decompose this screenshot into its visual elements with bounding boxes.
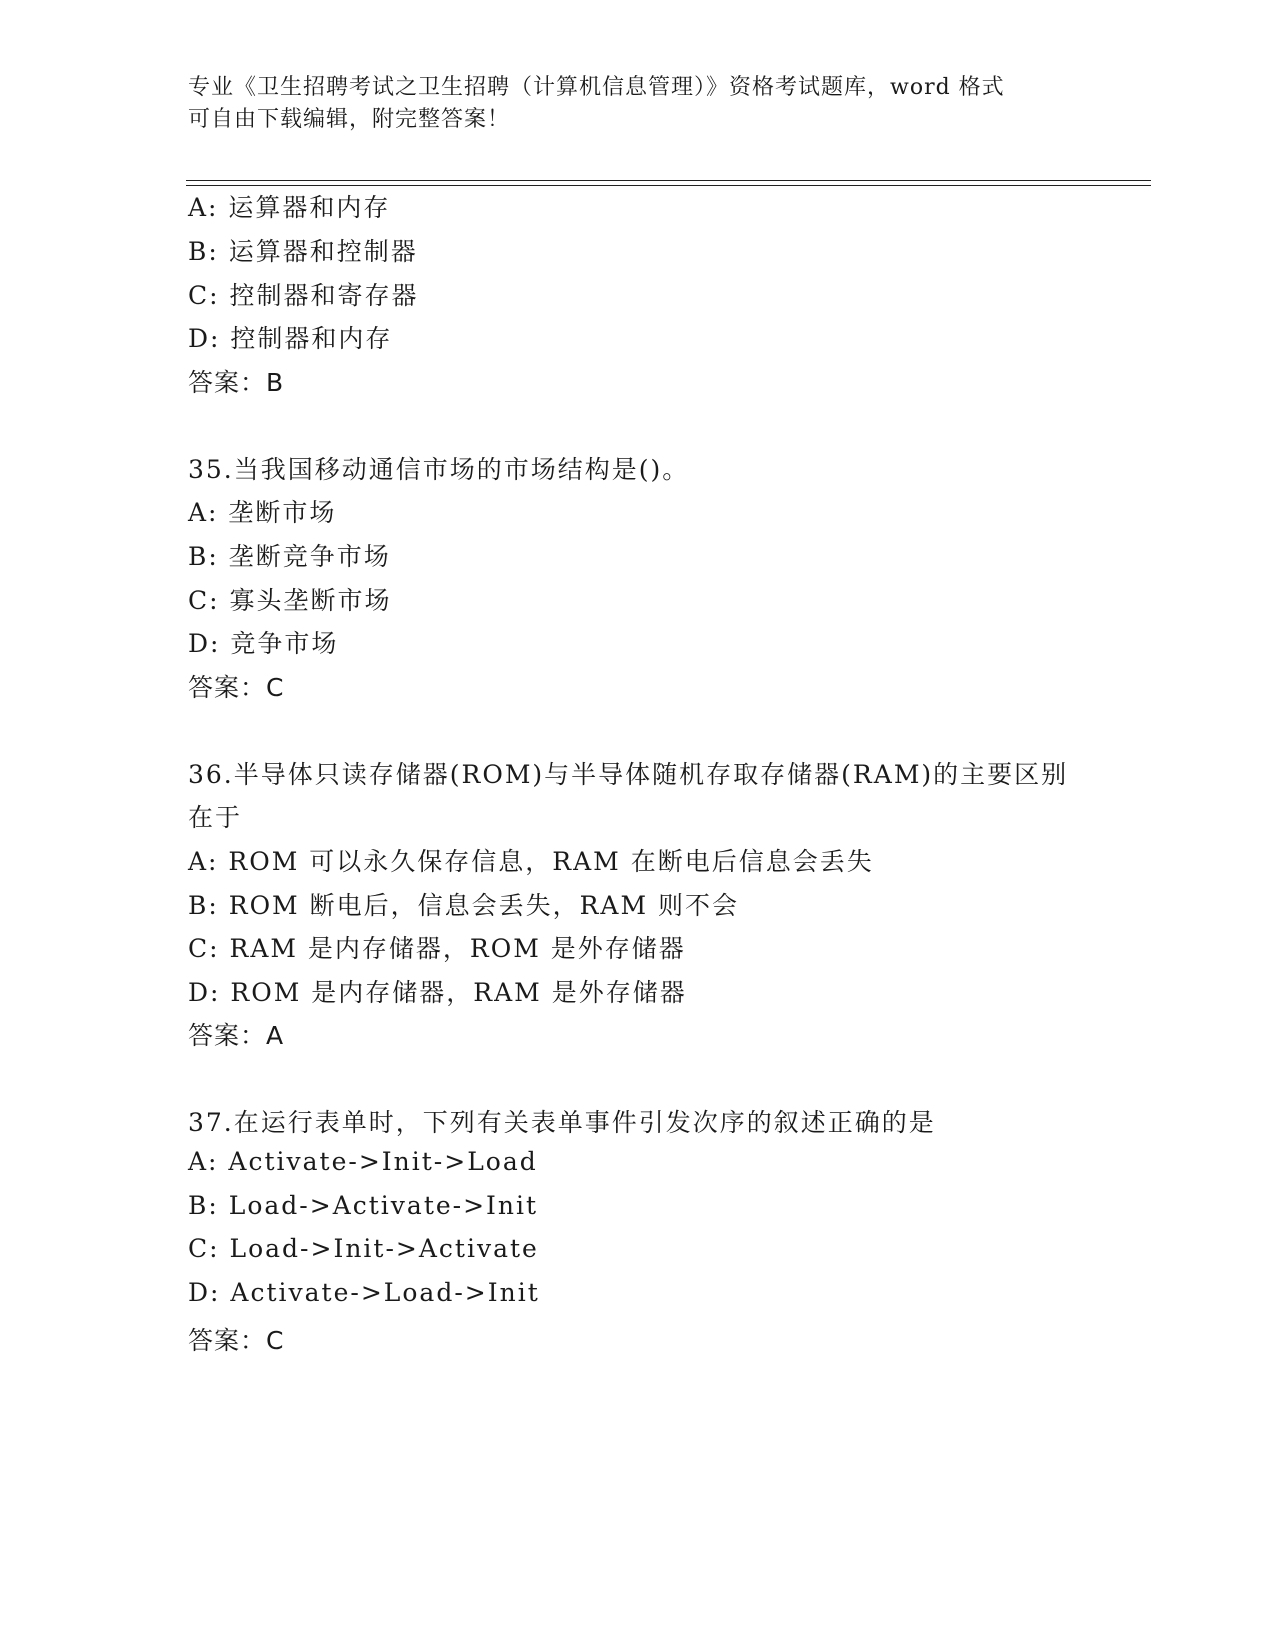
question-36-answer: 答案：A (188, 1021, 285, 1050)
question-37-option-d: D: Activate->Load->Init (188, 1278, 540, 1307)
question-34-answer: 答案：B (188, 368, 285, 397)
question-36-option-c: C: RAM 是内存储器，ROM 是外存储器 (188, 934, 686, 963)
header-line-2: 可自由下载编辑，附完整答案！ (188, 107, 511, 132)
question-35-stem: 35.当我国移动通信市场的市场结构是()。 (188, 455, 690, 484)
question-34-option-c: C: 控制器和寄存器 (188, 281, 419, 310)
question-37-option-a: A: Activate->Init->Load (188, 1147, 538, 1176)
question-35-option-b: B: 垄断竞争市场 (188, 542, 391, 571)
question-35-option-c: C: 寡头垄断市场 (188, 586, 392, 615)
question-34-option-a: A: 运算器和内存 (188, 193, 391, 222)
question-37-option-c: C: Load->Init->Activate (188, 1234, 539, 1263)
question-36-option-b: B: ROM 断电后，信息会丢失，RAM 则不会 (188, 891, 740, 920)
question-35-answer: 答案：C (188, 673, 285, 702)
question-34-option-b: B: 运算器和控制器 (188, 237, 418, 266)
question-34-option-d: D: 控制器和内存 (188, 324, 393, 353)
question-36-option-d: D: ROM 是内存储器，RAM 是外存储器 (188, 978, 687, 1007)
question-36-stem: 36.半导体只读存储器(ROM)与半导体随机存取存储器(RAM)的主要区别 (188, 760, 1069, 789)
header-line-1: 专业《卫生招聘考试之卫生招聘（计算机信息管理）》资格考试题库，word 格式 (188, 75, 1005, 100)
question-37-answer: 答案：C (188, 1326, 285, 1355)
question-37-option-b: B: Load->Activate->Init (188, 1191, 539, 1220)
question-36-option-a: A: ROM 可以永久保存信息，RAM 在断电后信息会丢失 (188, 847, 874, 876)
header-divider-bottom (186, 185, 1151, 186)
header-divider-top (186, 180, 1151, 181)
document-header (188, 72, 1088, 136)
question-37-stem: 37.在运行表单时，下列有关表单事件引发次序的叙述正确的是 (188, 1108, 936, 1137)
question-35-option-d: D: 竞争市场 (188, 629, 339, 658)
question-36-stem-continued: 在于 (188, 803, 243, 832)
question-35-option-a: A: 垄断市场 (188, 498, 337, 527)
